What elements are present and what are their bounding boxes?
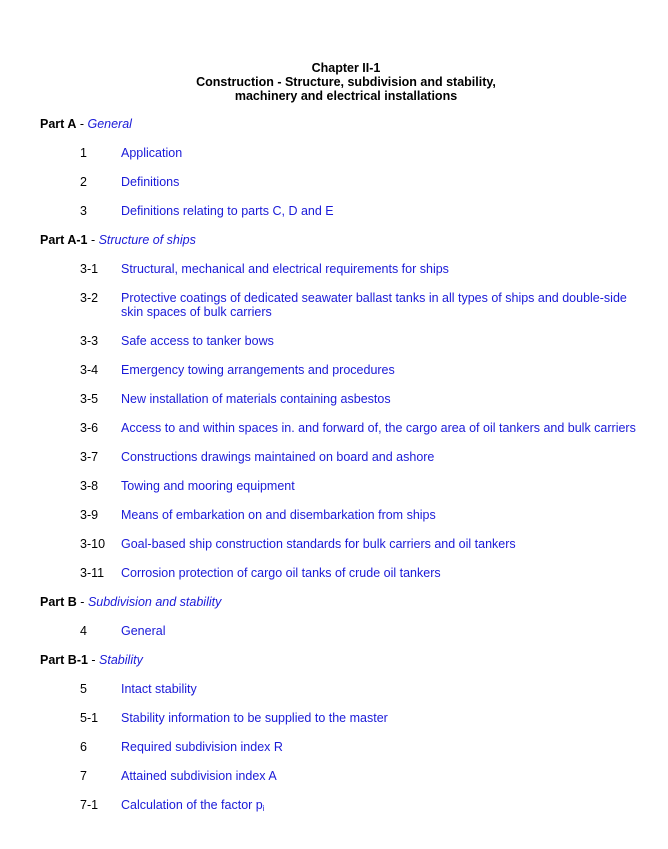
- regulation-number: 6: [80, 740, 87, 754]
- regulation-title-link[interactable]: [121, 450, 651, 464]
- regulation-title-text: Towing and mooring equipment: [121, 479, 295, 493]
- regulation-number: 3-5: [80, 392, 99, 406]
- regulation-title-text: Emergency towing arrangements and procedures: [121, 363, 395, 377]
- regulation-number: 3-9: [80, 508, 99, 522]
- regulation-title-link[interactable]: [121, 146, 651, 160]
- regulation-title-link[interactable]: [121, 291, 651, 319]
- part-separator: -: [87, 233, 99, 247]
- regulation-number: 3-4: [80, 363, 99, 377]
- regulation-number: 3-10: [80, 537, 106, 551]
- regulation-title-link[interactable]: [121, 508, 651, 522]
- regulation-title-text: Definitions relating to parts C, D and E: [121, 204, 334, 218]
- part-heading: [40, 653, 143, 667]
- regulation-title-link[interactable]: [121, 798, 651, 816]
- regulation-title-link[interactable]: [121, 537, 651, 551]
- regulation-title-link[interactable]: [121, 334, 651, 348]
- part-label: Part A: [40, 117, 77, 131]
- regulation-title-link[interactable]: [121, 711, 651, 725]
- part-separator: -: [76, 595, 88, 609]
- part-label: Part A-1: [40, 233, 88, 247]
- regulation-title-text: Protective coatings of dedicated seawater ballast tanks in all types of ships and double-side skin spaces of bulk carriers: [121, 291, 627, 319]
- regulation-title-link[interactable]: [121, 566, 651, 580]
- regulation-title-link[interactable]: [121, 624, 651, 638]
- regulation-title-link[interactable]: [121, 740, 651, 754]
- part-heading: [40, 233, 196, 247]
- regulation-title-text: General: [121, 624, 166, 638]
- regulation-number: 5: [80, 682, 87, 696]
- regulation-title-text: Definitions: [121, 175, 180, 189]
- chapter-number: Chapter II-1: [311, 61, 381, 75]
- regulation-title-link[interactable]: [121, 392, 651, 406]
- regulation-title-text: Safe access to tanker bows: [121, 334, 274, 348]
- regulation-title-text: Means of embarkation on and disembarkation from ships: [121, 508, 436, 522]
- subscript: i: [262, 804, 265, 813]
- regulation-title-text: Application: [121, 146, 183, 160]
- chapter-title-line-2: machinery and electrical installations: [234, 89, 458, 103]
- regulation-title-link[interactable]: [121, 204, 651, 218]
- part-label: Part B-1: [40, 653, 88, 667]
- regulation-title-text: Intact stability: [121, 682, 197, 696]
- regulation-title-text: Stability information to be supplied to the master: [121, 711, 388, 725]
- regulation-number: 4: [80, 624, 87, 638]
- regulation-number: 7: [80, 769, 87, 783]
- regulation-number: 7-1: [80, 798, 99, 812]
- regulation-title-text: New installation of materials containing asbestos: [121, 392, 391, 406]
- regulation-title-link[interactable]: [121, 769, 651, 783]
- regulation-number: 5-1: [80, 711, 99, 725]
- chapter-heading: [0, 61, 668, 103]
- part-label: Part B: [40, 595, 77, 609]
- chapter-title-line-1: Construction - Structure, subdivision and stability,: [196, 75, 496, 89]
- regulation-title-text: Goal-based ship construction standards for bulk carriers and oil tankers: [121, 537, 516, 551]
- regulation-title-link[interactable]: [121, 363, 651, 377]
- regulation-title-text: Required subdivision index R: [121, 740, 283, 754]
- regulation-title-text: Constructions drawings maintained on board and ashore: [121, 450, 435, 464]
- regulation-title-text: Access to and within spaces in. and forward of, the cargo area of oil tankers and bulk carriers: [121, 421, 636, 435]
- regulation-number: 3-3: [80, 334, 99, 348]
- regulation-title-link[interactable]: [121, 479, 651, 493]
- regulation-number: 2: [80, 175, 87, 189]
- part-heading: [40, 595, 221, 609]
- part-name-link[interactable]: Structure of ships: [98, 233, 196, 247]
- regulation-number: 3-11: [80, 566, 105, 580]
- regulation-number: 1: [80, 146, 87, 160]
- part-name-link[interactable]: Subdivision and stability: [87, 595, 222, 609]
- part-name-link[interactable]: General: [87, 117, 132, 131]
- regulation-number: 3-8: [80, 479, 99, 493]
- part-heading: [40, 117, 132, 131]
- regulation-title-text: Attained subdivision index A: [121, 769, 277, 783]
- regulation-title-link[interactable]: [121, 421, 651, 435]
- regulation-number: 3: [80, 204, 87, 218]
- regulation-title-text: Calculation of the factor p: [121, 798, 263, 812]
- part-name-link[interactable]: Stability: [99, 653, 143, 667]
- regulation-title-link[interactable]: [121, 262, 651, 276]
- regulation-title-text: Structural, mechanical and electrical requirements for ships: [121, 262, 449, 276]
- regulation-number: 3-6: [80, 421, 99, 435]
- part-separator: -: [76, 117, 88, 131]
- regulation-number: 3-7: [80, 450, 99, 464]
- part-separator: -: [87, 653, 100, 667]
- regulation-number: 3-1: [80, 262, 99, 276]
- regulation-number: 3-2: [80, 291, 99, 305]
- regulation-title-link[interactable]: [121, 175, 651, 189]
- regulation-title-text: Corrosion protection of cargo oil tanks of crude oil tankers: [121, 566, 441, 580]
- regulation-title-link[interactable]: [121, 682, 651, 696]
